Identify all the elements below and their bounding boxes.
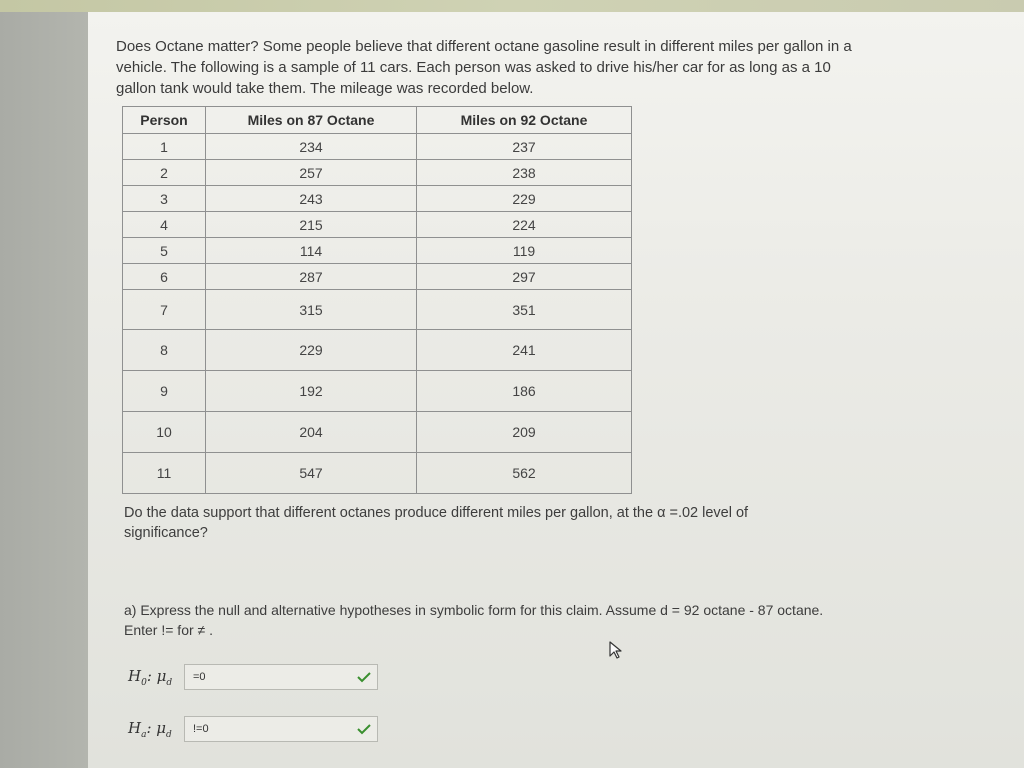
miles-87-cell: 215 — [206, 212, 417, 238]
person-cell: 11 — [123, 453, 206, 494]
person-cell: 9 — [123, 371, 206, 412]
person-cell: 2 — [123, 160, 206, 186]
miles-92-cell: 297 — [417, 264, 632, 290]
null-hypothesis-row — [128, 662, 378, 692]
person-cell: 6 — [123, 264, 206, 290]
miles-87-cell: 234 — [206, 134, 417, 160]
miles-87-cell: 229 — [206, 330, 417, 371]
miles-87-cell: 315 — [206, 290, 417, 330]
person-cell: 7 — [123, 290, 206, 330]
table-row — [123, 186, 632, 212]
person-cell: 10 — [123, 412, 206, 453]
miles-92-cell: 186 — [417, 371, 632, 412]
miles-92-cell: 224 — [417, 212, 632, 238]
miles-92-cell: 562 — [417, 453, 632, 494]
alternative-hypothesis-row — [128, 714, 378, 744]
mileage-table — [122, 106, 632, 494]
null-hypothesis-input[interactable] — [184, 664, 378, 690]
table-row — [123, 264, 632, 290]
table-row — [123, 330, 632, 371]
alternative-hypothesis-input[interactable] — [184, 716, 378, 742]
table-row — [123, 453, 632, 494]
person-cell: 1 — [123, 134, 206, 160]
person-cell: 3 — [123, 186, 206, 212]
miles-87-cell: 287 — [206, 264, 417, 290]
mouse-cursor-icon — [608, 641, 624, 659]
alternative-hypothesis-label: $H_a$: $\mu_d$ — [128, 718, 172, 740]
table-row — [123, 134, 632, 160]
table-row — [123, 412, 632, 453]
alternative-hypothesis-value: !=0 — [193, 723, 209, 735]
top-strip — [0, 0, 1024, 12]
miles-92-cell: 241 — [417, 330, 632, 371]
miles-87-cell: 547 — [206, 453, 417, 494]
part-a-instructions: a) Express the null and alternative hypotheses in symbolic form for this claim. Assume d = 92 octane - 87 octane. Enter != for ≠ . — [124, 602, 824, 638]
header-person: Person — [123, 107, 206, 134]
miles-92-cell: 238 — [417, 160, 632, 186]
problem-intro: Does Octane matter? Some people believe that different octane gasoline result in different miles per gallon in a vehicle. The following is a sample of 11 cars. Each person was asked to drive his/her car for as long as a 10 gallon tank would take them. The mileage was recorded below. — [116, 38, 852, 97]
miles-87-cell: 192 — [206, 371, 417, 412]
question-text: Do the data support that different octanes produce different miles per gallon, at the α =.02 level of significance? — [124, 505, 749, 541]
header-92-octane: Miles on 92 Octane — [417, 107, 632, 134]
null-hypothesis-label: $H_0$: $\mu_d$ — [128, 666, 173, 688]
table-row — [123, 290, 632, 330]
miles-92-cell: 209 — [417, 412, 632, 453]
miles-92-cell: 119 — [417, 238, 632, 264]
table-row — [123, 212, 632, 238]
miles-87-cell: 204 — [206, 412, 417, 453]
person-cell: 8 — [123, 330, 206, 371]
table-row — [123, 238, 632, 264]
miles-92-cell: 229 — [417, 186, 632, 212]
header-87-octane: Miles on 87 Octane — [206, 107, 417, 134]
miles-87-cell: 257 — [206, 160, 417, 186]
left-gutter — [0, 12, 89, 768]
table-header-row — [123, 107, 632, 134]
person-cell: 5 — [123, 238, 206, 264]
miles-92-cell: 237 — [417, 134, 632, 160]
person-cell: 4 — [123, 212, 206, 238]
check-icon — [357, 723, 371, 735]
miles-87-cell: 243 — [206, 186, 417, 212]
miles-92-cell: 351 — [417, 290, 632, 330]
table-row — [123, 160, 632, 186]
null-hypothesis-value: =0 — [193, 671, 206, 683]
table-row — [123, 371, 632, 412]
miles-87-cell: 114 — [206, 238, 417, 264]
check-icon — [357, 671, 371, 683]
